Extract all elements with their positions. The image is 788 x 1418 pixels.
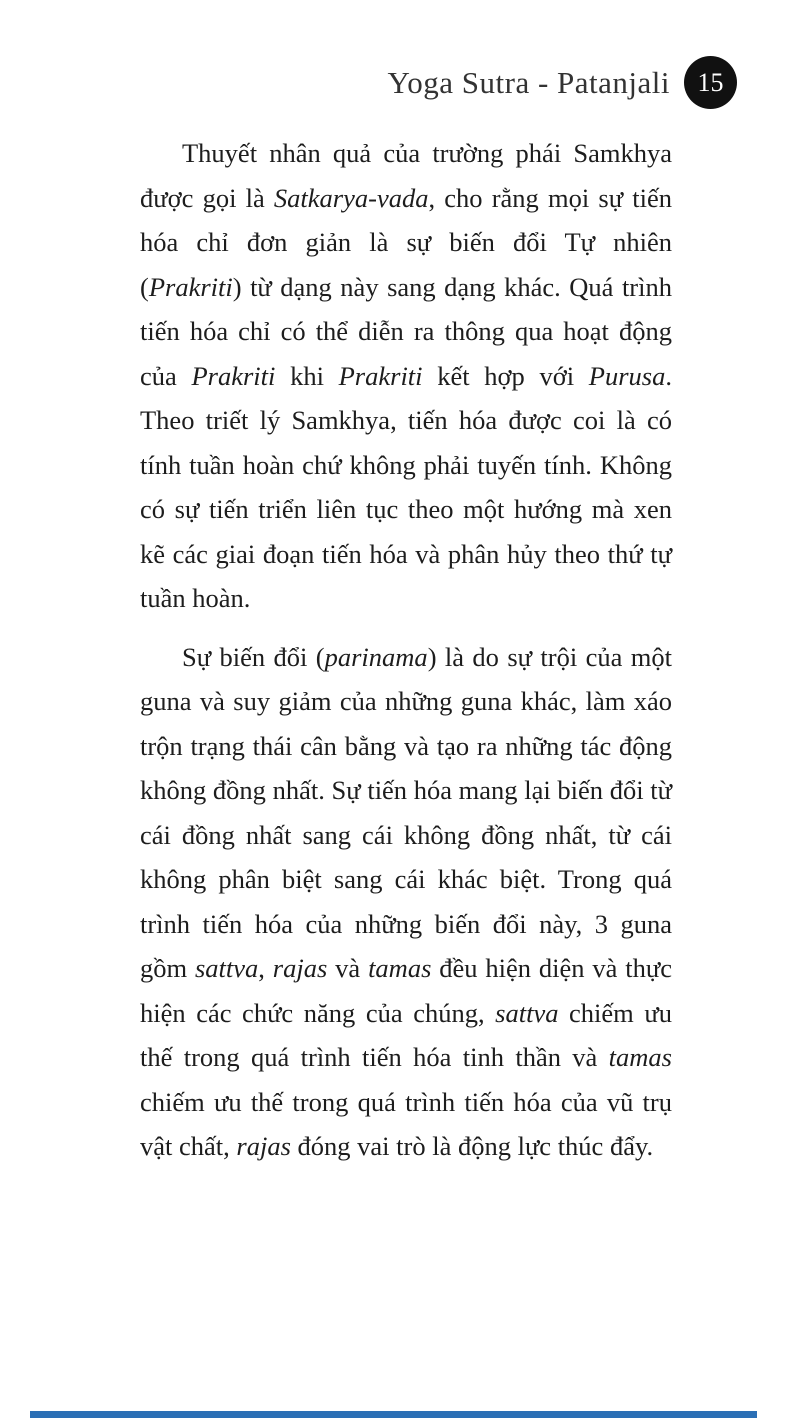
italic-term: Purusa	[588, 360, 666, 391]
paragraph	[140, 131, 672, 621]
italic-term: sattva	[194, 953, 259, 983]
italic-term: Prakriti	[338, 360, 423, 391]
italic-term: tamas	[608, 1042, 672, 1072]
italic-term: parinama	[324, 641, 428, 672]
text-run: , cho rằng mọi sự tiến hóa chỉ đơn giản là sự biến đổi Tự nhiên (	[140, 182, 672, 302]
italic-term: Satkarya-vada	[273, 182, 429, 213]
italic-term: rajas	[272, 953, 328, 983]
running-head-title: Yoga Sutra - Patanjali	[387, 64, 670, 100]
page-header	[0, 56, 737, 109]
text-run: kết hợp với	[422, 360, 589, 391]
text-run: Thuyết nhân quả của trường phái Samkhya được gọi là	[140, 138, 672, 213]
page-number: 15	[697, 67, 724, 97]
text-run: chiếm ưu thế trong quá trình tiến hóa của vũ trụ vật chất,	[140, 1086, 672, 1161]
italic-term: sattva	[495, 997, 559, 1028]
text-run: chiếm ưu thế trong quá trình tiến hóa tinh thần và	[140, 997, 672, 1072]
text-run: khi	[275, 360, 339, 391]
text-run: . Theo triết lý Samkhya, tiến hóa được coi là có tính tuần hoàn chứ không phải tuyến tính. Không có sự tiến triển liên tục theo một hướng mà xen kẽ các giai đoạn tiến hóa và phân hủy theo thứ tự tuần hoàn.	[140, 360, 672, 613]
text-run: ) từ dạng này sang dạng khác. Quá trình tiến hóa chỉ có thể diễn ra thông qua hoạt động của	[140, 271, 672, 391]
text-run: đều hiện diện và thực hiện các chức năng của chúng,	[140, 953, 672, 1028]
text-run: Sự biến đổi (	[182, 641, 325, 672]
footer-accent-bar	[30, 1411, 757, 1418]
italic-term: rajas	[236, 1131, 291, 1161]
page-number-badge	[684, 56, 737, 109]
text-run: ,	[258, 953, 273, 983]
text-run: đóng vai trò là động lực thúc đẩy.	[290, 1131, 654, 1161]
page-body	[140, 131, 672, 1169]
italic-term: tamas	[368, 953, 432, 983]
text-run: ) là do sự trội của một guna và suy giảm của những guna khác, làm xáo trộn trạng thái cân bằng và tạo ra những tác động không đồng nhất. Sự tiến hóa mang lại biến đổi từ cái đồng nhất sang cái không đồng nhất, từ cái không phân biệt sang cái khác biệt. Trong quá trình tiến hóa của những biến đổi này, 3 guna gồm	[140, 641, 672, 983]
italic-term: Prakriti	[191, 360, 276, 391]
italic-term: Prakriti	[148, 271, 233, 302]
paragraph	[140, 635, 672, 1169]
text-run: và	[327, 953, 369, 983]
